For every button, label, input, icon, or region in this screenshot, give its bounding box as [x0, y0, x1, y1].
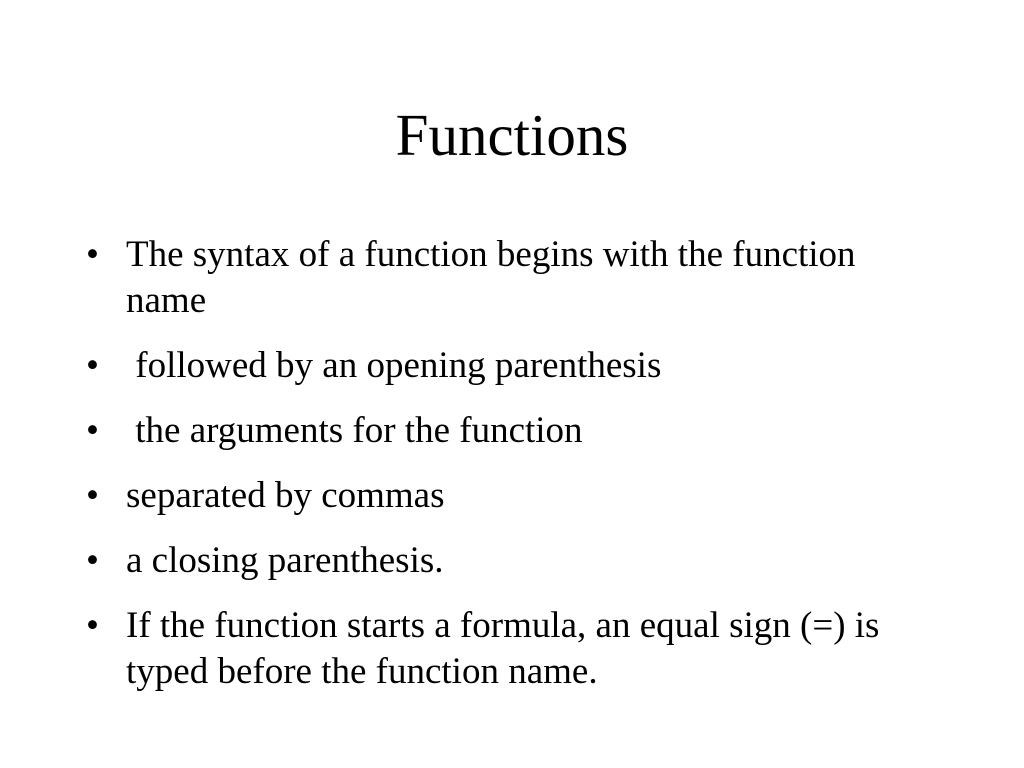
- bullet-icon: •: [86, 475, 99, 516]
- bullet-icon: •: [86, 234, 99, 275]
- bullet-text: the arguments for the function: [126, 410, 583, 451]
- bullet-list: [86, 232, 926, 714]
- bullet-item-closing-parenthesis: [86, 538, 926, 584]
- bullet-icon: •: [86, 410, 99, 451]
- slide-title: Functions: [395, 102, 629, 168]
- bullet-text: followed by an opening parenthesis: [126, 345, 662, 386]
- bullet-item-equal-sign: [86, 603, 926, 695]
- bullet-text: separated by commas: [126, 475, 445, 516]
- bullet-icon: •: [86, 605, 99, 646]
- bullet-text: If the function starts a formula, an equal sign (=) is typed before the function name.: [126, 605, 889, 692]
- bullet-icon: •: [86, 540, 99, 581]
- bullet-icon: •: [86, 345, 99, 386]
- bullet-text: The syntax of a function begins with the function name: [126, 234, 865, 321]
- bullet-item-commas: [86, 473, 926, 519]
- bullet-item-opening-parenthesis: [86, 343, 926, 389]
- bullet-text: a closing parenthesis.: [126, 540, 444, 581]
- bullet-item-arguments: [86, 408, 926, 454]
- bullet-item-syntax: [86, 232, 926, 324]
